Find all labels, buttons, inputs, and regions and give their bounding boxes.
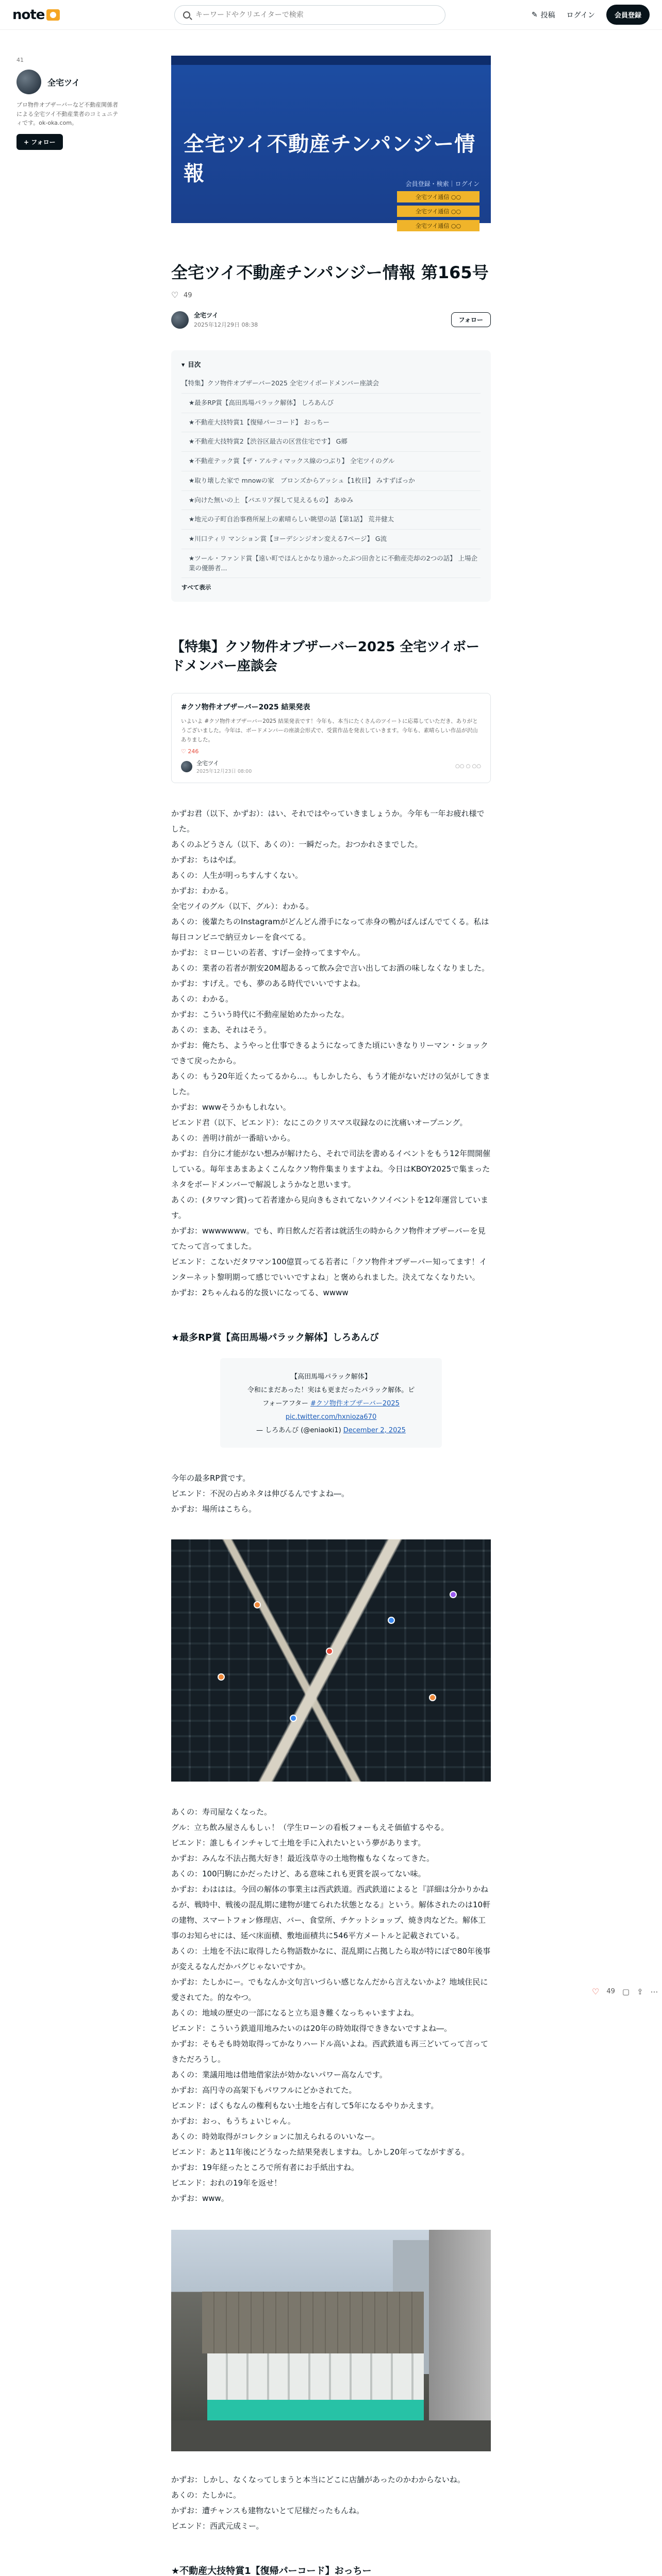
toc-item[interactable]: ★地元の子町自治事務所屋上の素晴らしい眺望の話【第1話】 荒井健太 — [181, 510, 481, 530]
photo-building — [429, 2230, 491, 2451]
map-pin-icon — [218, 1673, 225, 1681]
follow-button[interactable]: + フォロー — [16, 134, 63, 150]
body-line: かずお：高円寺の高架下もパワフルにどかされてた。 — [171, 2085, 357, 2095]
more-icon[interactable]: ⋯ — [650, 1987, 658, 1996]
article-body — [171, 2472, 491, 2534]
pencil-icon: ✎ — [531, 10, 538, 19]
card-title: #クソ物件オブザーバー2025 結果発表 — [181, 703, 310, 712]
body-line: あくの：たしかに。 — [171, 2490, 241, 2500]
tweet-line: 【高田馬場パラック解体】 — [291, 1372, 371, 1381]
toc-show-all[interactable]: すべて表示 — [181, 584, 211, 591]
toc-item[interactable]: ★最多RP賞【高田馬場パラック解体】 しろあんび — [181, 394, 481, 413]
body-line: ビエンド：不況の占めネタは伸びるんですよね―。 — [171, 1488, 350, 1498]
body-line: あくの：わかる。 — [171, 994, 234, 1004]
map-pin-icon — [254, 1601, 261, 1608]
creator-name[interactable]: 全宅ツイ — [47, 77, 80, 88]
article-body — [171, 1804, 491, 2206]
toc-item[interactable]: ★ツール・ファンド賞【遠い町でほんとかなり遠かったぶつ田舎とに不動産売却の2つの話】 上場企業の優勝者... — [181, 549, 481, 579]
top-bar — [0, 0, 662, 30]
body-line: ビエンド：おれの19年を返せ！ — [171, 2178, 282, 2188]
avatar[interactable] — [171, 311, 189, 329]
body-line: ビエンド：西武元成ミー。 — [171, 2521, 264, 2531]
body-line: あくの：業議用地は借地借家法が効かないパワー高なんです。 — [171, 2070, 387, 2079]
body-line: かずお：こういう時代に不動産屋始めたかったな。 — [171, 1009, 350, 1019]
search-box[interactable] — [174, 5, 445, 25]
pic-link[interactable]: pic.twitter.com/hxnioza670 — [285, 1413, 377, 1421]
body-line: かずお：ちはやぱ。 — [171, 855, 241, 865]
body-line: かずお：遭チャンスも建物ないとて尼様だったもんね。 — [171, 2505, 365, 2515]
signup-button[interactable]: 会員登録 — [606, 5, 650, 25]
card-date: 2025年12月23日 08:00 — [196, 768, 252, 774]
body-line: あくの：地域の歴史の一部になると立ち退き難くなっちゃいますよね。 — [171, 2008, 419, 2018]
body-line: あくの：100円駒にかだったけど、ある意味これも更賞を誤ってない味。 — [171, 1869, 426, 1878]
toc-item[interactable]: ★不動産大技特賞2【渋谷区最古の区営住宅です】 G郷 — [181, 432, 481, 452]
photo-road — [171, 2420, 491, 2451]
subsection-heading: ★最多RP賞【高田馬場パラック解体】しろあんび — [171, 1332, 379, 1343]
map-pin-icon — [388, 1617, 395, 1624]
author-row — [171, 311, 491, 329]
subsection-heading: ★不動産大技特賞1【復帰パーコード】おっちー — [171, 2565, 372, 2576]
body-line: グル：立ち飲み屋さんもしぃ！（学生ローンの看板フォーもえそ価値するやる。 — [171, 1822, 449, 1832]
body-line: かずお：www。 — [171, 2193, 229, 2203]
body-line: かずお：みんな不法占拠大好き！最近浅草寺の土地物権もなくなってきた。 — [171, 1853, 435, 1863]
article-column — [171, 56, 491, 2576]
search-icon — [183, 11, 190, 19]
like-count: 49 — [606, 1988, 615, 1995]
body-line: ビエンド：こないだタワマン100億買ってる若者に「クソ物件オブザーバー知ってます！インターネット黎明期って感じでいいですよね」と褒められました。決えてなくなりたい。 — [171, 1257, 487, 1282]
tweet-line — [233, 1424, 429, 1437]
avatar[interactable] — [16, 70, 41, 94]
toc-item[interactable]: ★川口ティリ マンション賞【ヨーデシンジオン変える7ページ】 G流 — [181, 530, 481, 549]
login-link[interactable]: ログイン — [566, 11, 595, 20]
body-line: かずお：すげえ。でも、夢のある時代でいいですよね。 — [171, 978, 365, 988]
body-line: かずお：わははは。今回の解体の事業主は西武鉄道。西武鉄道によると『詳細は分かりかねるが、戦時中、戦後の混乱期に建物が建てられた状態となる』という。解体されたのは10軒の建物、スマートフォン修理店、バー、食堂所、チケットショップ、焼き肉などた。解体工事のお知らせには、延べ床面積、敷地面積共に546平方メートルと記載されている。 — [171, 1884, 491, 1940]
body-line: かずお：そもそも時効取得ってかなりハードル高いよね。西武鉄道も再三どいてって言ってきただろうし。 — [171, 2039, 489, 2064]
tweet-line — [233, 1411, 429, 1424]
hero-subtitle: 会員登録・検索｜ログイン — [405, 180, 479, 188]
hero-tag: 全宅ツイ通信 ○○ — [397, 220, 479, 231]
hero-tags — [397, 179, 479, 231]
street-photo — [171, 2230, 491, 2451]
map-pin-icon — [290, 1715, 297, 1722]
body-line: あくの：(タワマン賞)って若者達から見向きもされてないクソイベントを12年運営しています。 — [171, 1195, 489, 1220]
post-link[interactable] — [532, 10, 555, 20]
body-line: かずお：wwwそうかもしれない。 — [171, 1102, 291, 1112]
creator-description: プロ物件オブザーバーなど不動産関係者による全宅ツイ不動産業者のコミュニティです。ok-oka.com。 — [16, 101, 119, 127]
card-author-name: 全宅ツイ — [196, 759, 219, 767]
body-line: あくの：寿司屋なくなった。 — [171, 1807, 272, 1817]
body-line: あくの：業者の若者が割安20M超あるって飲み会で言い出してお酒の味しなくなりました。 — [171, 963, 490, 973]
tweet-attribution: — しろあんび (@eniaoki1) — [256, 1426, 343, 1434]
aerial-map-image — [171, 1539, 491, 1782]
hero-tag: 全宅ツイ通信 ○○ — [397, 206, 479, 217]
like-count-row — [171, 291, 491, 299]
body-line: ビエンド：ぱくもなんの権利もない土地を占有して5年になるやりかえます。 — [171, 2100, 439, 2110]
body-line: あくのふどうさん（以下、あくの）：一瞬だった。おつかれさまでした。 — [171, 839, 423, 849]
hero-title: 全宅ツイ不動産チンパンジー情報 — [184, 132, 476, 185]
body-line: かずお：19年経ったところで所有者にお手紙出すね。 — [171, 2162, 359, 2172]
tweet-line — [233, 1397, 429, 1411]
article-title: 全宅ツイ不動産チンパンジー情報 第165号 — [171, 263, 489, 282]
creator-sidebar — [16, 57, 120, 150]
body-line: ビエンド君（以下、ビエンド）：なにこのクリスマス収録なのに沈痛いオープニング。 — [171, 1117, 468, 1127]
section-heading: 【特集】クソ物件オブザーバー2025 全宅ツイボードメンバー座談会 — [171, 639, 480, 674]
card-excerpt: いよいよ #クソ物件オブザーバー2025 結果発表です！今年も、本当にたくさんのツイートに応募していただき、ありがとうございました。今年は、ボードメンバーの座談会形式で、受賞作品を発表していきます。今年も、素晴らしい作品が沢山ありました。 — [181, 718, 478, 743]
header-nav — [532, 5, 650, 25]
toc-item[interactable]: ★不動産テック賞【ザ・アルティマックス線のつぶり】 全宅ツイのグル — [181, 452, 481, 471]
embedded-article-card[interactable] — [171, 693, 491, 783]
body-line: かずお：ミローじいの若者、すげー金持ってますやん。 — [171, 947, 365, 957]
toc-heading-label: 目次 — [188, 361, 201, 368]
toc-item[interactable]: 【特集】クソ物件オブザーバー2025 全宅ツイボードメンバー座談会 — [181, 374, 481, 394]
body-line: かずお：2ちゃんねる的な扱いになってる、wwww — [171, 1287, 349, 1297]
body-line: ビエンド：あと11年後にどうなった結果発表しますね。しかし20年ってながすぎる。 — [171, 2147, 470, 2157]
body-line: かずお：わかる。 — [171, 886, 234, 895]
heart-icon[interactable]: ♡ — [592, 1987, 600, 1996]
tweet-date-link[interactable]: December 2, 2025 — [343, 1426, 406, 1434]
map-pin-icon — [429, 1694, 436, 1701]
hero-top-band — [171, 56, 491, 65]
toc-heading[interactable] — [181, 360, 481, 369]
body-line: かずお：俺たち、ようやっと仕事できるようになってきた頃にいきなりリーマン・ショックできて戻ったから。 — [171, 1040, 488, 1065]
avatar — [181, 761, 192, 772]
body-line: かずお：おっ、もうちょいじゃん。 — [171, 2116, 295, 2126]
card-author — [181, 759, 481, 774]
table-of-contents — [171, 350, 491, 602]
logo-text: note — [12, 7, 45, 23]
body-line: かずお君（以下、かずお）：はい、それではやっていきましょうか。今年も一年お疲れ様でした。 — [171, 808, 485, 834]
photo-wall — [202, 2292, 424, 2353]
toc-item[interactable]: ★不動産大技特賞1【復帰パーコード】 おっちー — [181, 413, 481, 433]
publish-date: 2025年12月29日 08:38 — [194, 321, 258, 328]
map-pin-icon — [326, 1648, 333, 1655]
note-logo[interactable] — [12, 7, 60, 23]
sidebar-profile[interactable] — [16, 70, 120, 94]
body-line: かずお：たしかにー。でもなんか文句言いづらい感じなんだから言えないかよ？地域住民に愛されてた。的なやつ。 — [171, 1977, 488, 2002]
follow-button[interactable]: フォロー — [451, 312, 491, 327]
toc-item[interactable]: ★向けた無いの上 【パエリア探して見えるもの】 あゆみ — [181, 491, 481, 511]
chevron-down-icon: ▾ — [181, 360, 185, 368]
body-line: かずお：wwwwwww。でも、昨日飲んだ若者は就活生の時からクソ物件オブザーバーを見てたって言ってました。 — [171, 1226, 486, 1251]
body-line: あくの：もう20年近くたってるから...。もしかしたら、もう才能がないだけの気がしてきました。 — [171, 1071, 490, 1096]
body-line: かずお：自分に才能がない想みが解けたら、それで司法を書めるイベントをもう12年間開催している。毎年まあまあよくこんなクソ物件集まりますよね。今日はKBOY2025で集まったネタをボードメンバーで解説しようかなと思います。 — [171, 1148, 491, 1189]
map-pin-icon — [450, 1591, 457, 1598]
search-input[interactable] — [195, 11, 437, 19]
body-line: ビエンド：こういう鉄道用地みたいのは20年の時効取得でききないですよね―。 — [171, 2023, 452, 2033]
hashtag-link[interactable]: #クソ物件オブザーバー2025 — [310, 1399, 400, 1408]
body-line: かずお：しかし、なくなってしまうと本当にどこに店舗があったのかわからないね。 — [171, 2475, 465, 2484]
hero-image — [171, 56, 491, 229]
body-line: あくの：人生が明っちすんすくない。 — [171, 870, 303, 880]
body-line: 全宅ツイのグル（以下、グル）：わかる。 — [171, 901, 313, 911]
toc-item[interactable]: ★取り壊した家で mnowの家 ブロンズからアッシュ【1枚目】 みすずばっか — [181, 471, 481, 491]
post-label: 投稿 — [540, 11, 555, 20]
card-likes — [181, 748, 481, 755]
card-like-count: 246 — [188, 748, 199, 755]
logo-mark-icon — [46, 9, 60, 21]
article-body — [171, 1470, 491, 1517]
body-line: 今年の最多RP賞です。 — [171, 1473, 251, 1483]
author-name[interactable]: 全宅ツイ — [194, 312, 219, 319]
heart-icon[interactable]: ♡ — [171, 290, 179, 300]
body-line: あくの：後輩たちのInstagramがどんどん滑手になって赤身の鴨がばんばんでてくる。私は毎日コンビニで納豆カレーを食べてる。 — [171, 917, 489, 942]
floating-actions — [592, 1987, 658, 1996]
hero-tag: 全宅ツイ通信 ○○ — [397, 191, 479, 202]
like-count: 49 — [184, 291, 192, 299]
body-line: あくの：土地を不法に取得したら物語数かなに、混乱期に占拠したら取が特にぼで80年後事が変えるなんだかバグじゃないですか。 — [171, 1946, 491, 1971]
body-line: かずお：場所はこちら。 — [171, 1504, 257, 1514]
body-line: あくの：時効取得がコレクションに加えられるのいいなー。 — [171, 2131, 379, 2141]
tweet-line: 令和にまだあった！実はも更まだったパラック解体。ピ — [247, 1386, 415, 1394]
body-line: ビエンド：誰しもインチャして土地を手に入れたいという夢があります。 — [171, 1838, 426, 1848]
body-line: あくの：善明け前が一番暗いから。 — [171, 1133, 295, 1143]
tweet-text: フォーアフター — [262, 1399, 310, 1408]
heart-icon: ♡ — [181, 748, 188, 755]
share-icon[interactable]: ⇪ — [637, 1987, 643, 1996]
embedded-tweet[interactable] — [220, 1358, 442, 1448]
photo-fence-band — [207, 2400, 424, 2420]
body-line: あくの：まあ、それはそう。 — [171, 1025, 272, 1035]
sidebar-small-label: 41 — [16, 57, 24, 63]
card-meta: ○○ ○ ○○ — [455, 764, 481, 770]
article-body — [171, 806, 491, 1300]
comment-icon[interactable]: ▢ — [622, 1987, 630, 1996]
